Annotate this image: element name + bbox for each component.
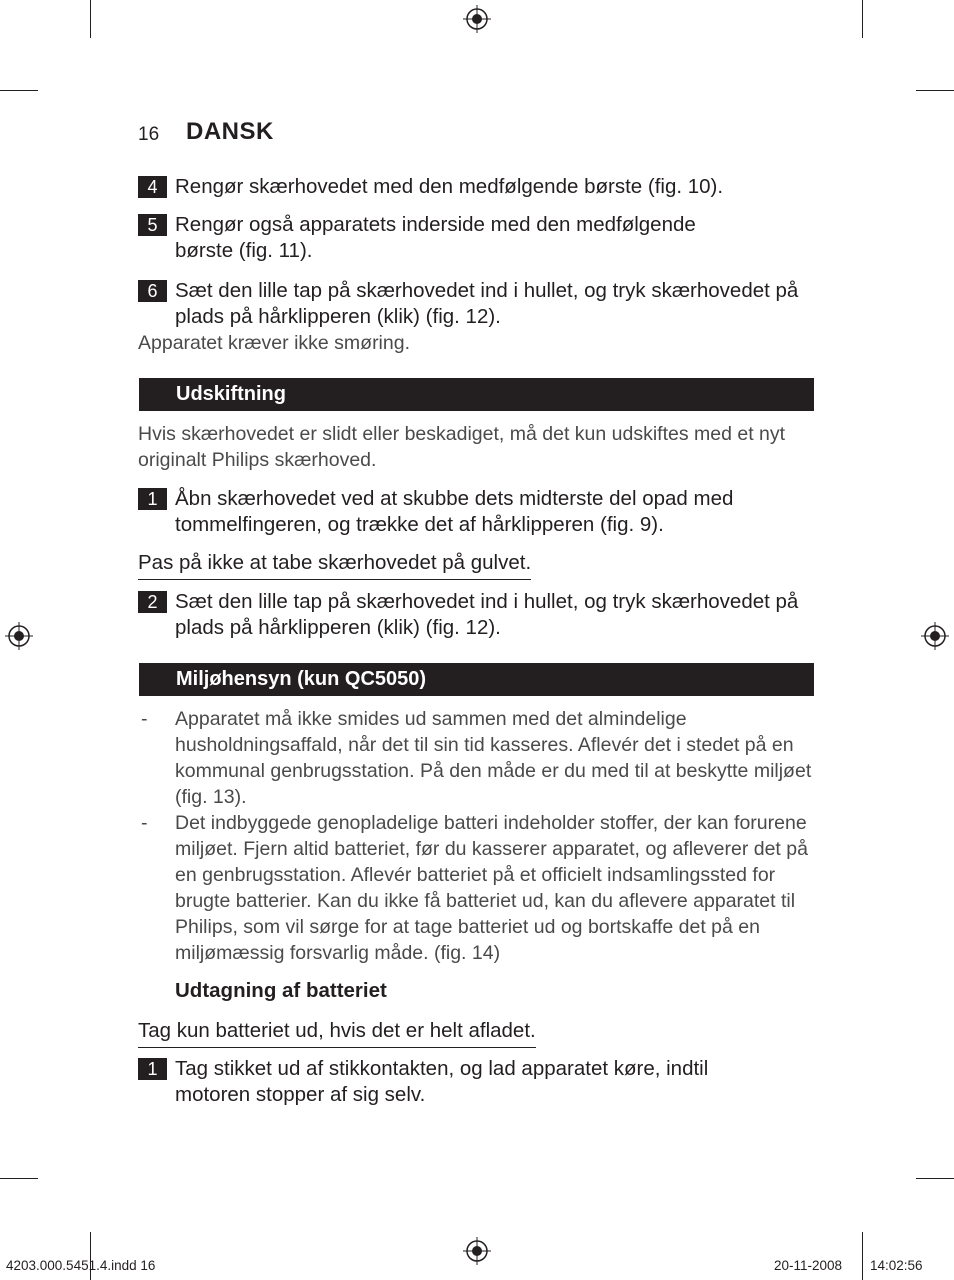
step-number-badge: 5 [138,214,167,236]
step-text: Sæt den lille tap på skærhovedet ind i hullet, og tryk skærhovedet på plads på hårklipperen (klik) (fig. 12). [175,279,799,328]
bullet-text: Apparatet må ikke smides ud sammen med det almindelige husholdningsaffald, når det til sin tid kasseres. Aflevér det i stedet på en kommunal genbrugsstation. På den måde er du med til at beskytte miljøet (fig. 13). [175,708,812,808]
step-text: Sæt den lille tap på skærhovedet ind i hullet, og tryk skærhovedet på plads på hårklipperen (klik) (fig. 12). [175,590,799,639]
replacement-step-2 [138,589,818,641]
crop-mark [862,0,863,38]
section-heading-replacement [139,378,814,411]
list-item [138,810,818,966]
crop-mark [0,90,38,91]
crop-mark [0,1178,38,1179]
registration-mark-icon [5,622,33,650]
battery-step-1 [138,1056,758,1108]
step-6 [138,278,818,330]
note-lubrication: Apparatet kræver ikke smøring. [138,332,411,354]
bullet-dash: - [141,812,148,834]
step-4 [138,174,818,200]
step-text: Rengør skærhovedet med den medfølgende børste (fig. 10). [175,175,724,198]
bullet-dash: - [141,708,148,730]
replacement-step-1 [138,486,798,538]
warning-text: Pas på ikke at tabe skærhovedet på gulvet. [138,550,531,580]
step-number-badge: 1 [138,488,167,510]
registration-mark-icon [463,5,491,33]
page-title: DANSK [186,118,274,145]
step-5 [138,212,818,264]
replacement-intro: Hvis skærhovedet er slidt eller beskadiget, må det kun udskiftes med et nyt originalt Philips skærhoved. [138,423,786,471]
bullet-text: Det indbyggede genopladelige batteri indeholder stoffer, der kan forurene miljøet. Fjern altid batteriet, før du kasserer apparatet, og afleverer det på en genbrugsstation. Aflevér batteriet på et officielt indsamlingssted for brugte batterier. Kan du ikke få batteriet ud, kan du aflevere apparatet til Philips, som vil sørge for at tage batteriet ud og bortskaffe det på en miljømæssig forsvarlig måde. (fig. 14) [175,812,808,964]
step-text: Åbn skærhovedet ved at skubbe dets midterste del opad med tommelfingeren, og trække det af hårklipperen (fig. 9). [175,487,734,536]
warning-text: Tag kun batteriet ud, hvis det er helt afladet. [138,1018,536,1048]
registration-mark-icon [921,622,949,650]
step-number-badge: 2 [138,591,167,613]
step-number-badge: 6 [138,280,167,302]
step-text: Rengør også apparatets inderside med den medfølgende børste (fig. 11). [175,213,696,262]
step-number-badge: 1 [138,1058,167,1080]
footer-file: 4203.000.5451.4.indd 16 [6,1258,156,1273]
page-number: 16 [138,124,160,145]
footer-time: 14:02:56 [870,1258,923,1273]
step-number-badge: 4 [138,176,167,198]
crop-mark [916,1178,954,1179]
section-heading-environment [139,663,814,696]
crop-mark [862,1232,863,1280]
registration-mark-icon [463,1237,491,1265]
section-title: Miljøhensyn (kun QC5050) [176,668,427,690]
footer-date: 20-11-2008 [774,1258,843,1273]
crop-mark [90,0,91,38]
step-text: Tag stikket ud af stikkontakten, og lad apparatet køre, indtil motoren stopper af sig selv. [175,1057,709,1106]
crop-mark [916,90,954,91]
list-item [138,706,818,810]
subheading: Udtagning af batteriet [175,979,387,1002]
section-title: Udskiftning [176,383,286,405]
